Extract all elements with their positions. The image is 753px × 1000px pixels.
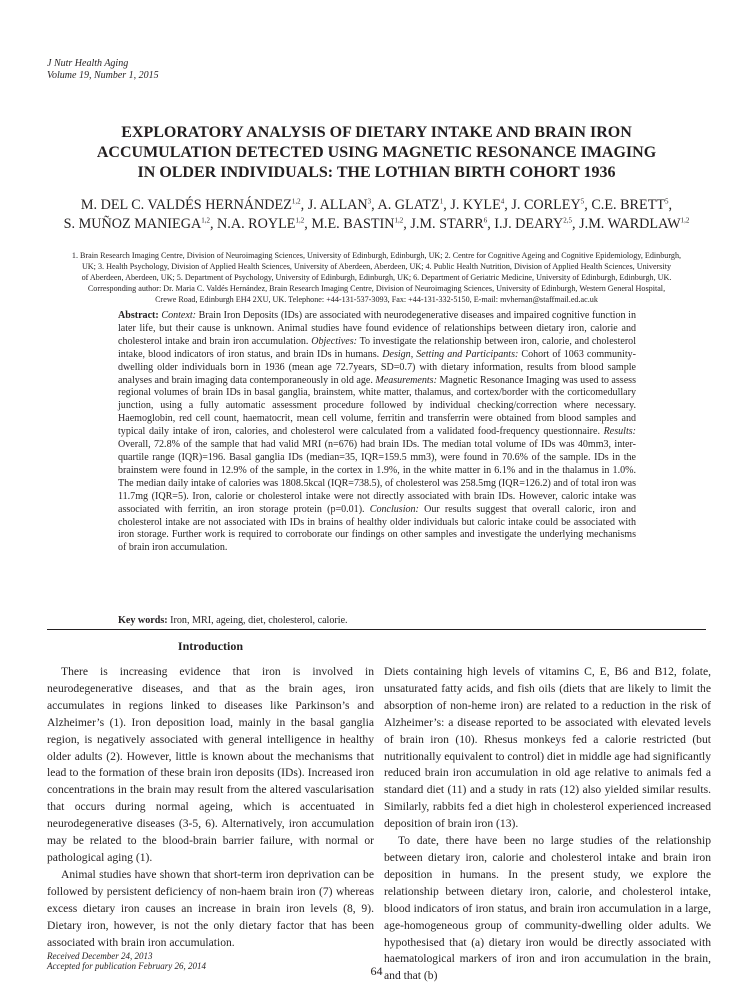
author-line-2: S. MUÑOZ MANIEGA$^{1,2}$, N.A. ROYLE$^{1,2}$, M.E. BASTIN$^{1,2}$, J.M. STARR$^6$, I.J. DEARY$^{2,5}$, J.M. WARDLAW$^{1,2}$ [63, 216, 690, 232]
affiliations [36, 250, 717, 305]
design-text: Cohort of 1063 community-dwelling older individuals born in 1936 (mean age 72.7years, SD=0.7) with dietary information, results from blood sample analyses and brain imaging data contemporaneously in old age. [118, 348, 636, 386]
keywords [118, 614, 636, 627]
journal-volume: Volume 19, Number 1, 2015 [47, 70, 159, 81]
measurements-text: Magnetic Resonance Imaging was used to assess regional volumes of brain IDs in basal ganglia, brainstem, white matter, thalamus, and cortex/border with the corticomedullary junction, using a fully automatic assessment procedure followed by individual checking/correction where necessary. Haemoglobin, red cell count, haematocrit, mean cell volume, ferritin and transferrin were obtained from blood samples and typical daily intake of iron, calories, and cholesterol were calculated from a validated food-frequency questionnaire. [118, 374, 636, 438]
affiliation-line: 1. Brain Research Imaging Centre, Division of Neuroimaging Sciences, University of Edinburgh, Edinburgh, UK; 2. Centre for Cognitive Ageing and Cognitive Epidemiology, Edinburgh, [71, 251, 682, 260]
title-line: ACCUMULATION DETECTED USING MAGNETIC RESONANCE IMAGING [96, 144, 657, 161]
paragraph: There is increasing evidence that iron is involved in neurodegenerative diseases, and that as the brain ages, iron accumulates in regions linked to diseases like Parkinson’s and Alzheimer’s (1). Iron deposition load, mainly in the basal ganglia region, is negatively associated with general intelligence in healthy older adults (2). However, little is known about the mechanisms that lead to the formation of these brain iron deposits (IDs). Increased iron concentrations in the brain may result from the altered vascularisation that occurs during normal ageing, which is accentuated in neurodegenerative diseases (3-5, 6). Alternatively, iron accumulation may be related to the blood-brain barrier failure, with normal or pathological aging (1). [47, 665, 374, 864]
body-column-right [384, 664, 711, 985]
article-title [40, 123, 713, 183]
title-line: IN OLDER INDIVIDUALS: THE LOTHIAN BIRTH COHORT 1936 [137, 164, 616, 181]
author-list [40, 196, 713, 234]
abstract-label: Abstract: [118, 310, 159, 321]
measurements-label: Measurements: [375, 374, 437, 386]
design-label: Design, Setting and Participants: [382, 348, 519, 360]
page-number: 64 [370, 964, 383, 978]
corresponding-author: Corresponding author: Dr. Maria C. Valdés Hernández, Brain Research Imaging Centre, Division of Neuroimaging Sciences, University of Edinburgh, Western General Hospital, [87, 284, 666, 294]
author: C.E. BRETT$^5$ [591, 197, 669, 213]
author: J. CORLEY$^5$ [511, 197, 585, 213]
conclusion-text: Our results suggest that overall caloric, iron and cholesterol intake are not associated with IDs in brains of healthy older individuals but caloric intake could be associated with iron storage. Further work is required to corroborate our findings on other samples and investigate the underlying mechanisms of brain iron accumulation. [118, 503, 636, 554]
objectives-label: Objectives: [311, 335, 357, 347]
author: S. MUÑOZ MANIEGA$^{1,2}$ [63, 216, 210, 232]
author: A. GLATZ$^1$ [377, 197, 444, 213]
journal-header [47, 58, 159, 82]
results-label: Results: [603, 426, 637, 438]
introduction-heading: Introduction [177, 639, 244, 653]
author: J. KYLE$^4$ [450, 197, 505, 213]
corresponding-contact: Crewe Road, Edinburgh EH4 2XU, UK. Telephone: +44-131-537-3093, Fax: +44-131-332-5150, E-mail: mvhernan@staffmail.ed.ac.uk [155, 295, 598, 305]
title-line: EXPLORATORY ANALYSIS OF DIETARY INTAKE AND BRAIN IRON [121, 124, 632, 141]
author: M.E. BASTIN$^{1,2}$ [311, 216, 404, 232]
paragraph: To date, there have been no large studies of the relationship between dietary iron, calorie and cholesterol intake and brain iron deposition in humans. In the present study, we explore the relationship between dietary iron, calorie, and cholesterol intake, blood indicators of iron status, and brain iron accumulation in a large, age-homogeneous group of community-dwelling older adults. We hypothesised that (a) dietary iron would be directly associated with haematological markers of iron and iron accumulation in the brain, and that (b) [384, 834, 711, 983]
received-date: Received December 24, 2013 [47, 951, 153, 961]
author: M. DEL C. VALDÉS HERNÁNDEZ$^{1,2}$ [80, 197, 301, 213]
context-text: Brain Iron Deposits (IDs) are associated with neurodegenerative diseases and impaired cognitive function in later life, but their cause is unknown. Animal studies have found evidence of relationships between dietary iron, calorie and cholesterol intake and brain iron accumulation. [118, 310, 636, 347]
author: I.J. DEARY$^{2,5}$ [494, 216, 573, 232]
keywords-text: Iron, MRI, ageing, diet, cholesterol, calorie. [170, 615, 348, 626]
section-divider [47, 629, 706, 630]
keywords-label: Key words: [118, 615, 168, 626]
accepted-date: Accepted for publication February 26, 2014 [47, 961, 206, 971]
author: J.M. STARR$^6$ [410, 216, 488, 232]
author: J.M. WARDLAW$^{1,2}$ [579, 216, 690, 232]
journal-name: J Nutr Health Aging [47, 58, 129, 69]
results-text: Overall, 72.8% of the sample that had valid MRI (n=676) had brain IDs. The median total volume of IDs was 40mm3, inter-quartile range (IQR)=196. Basal ganglia IDs (median=35, IQR=159.5 mm3), were found in 70.6% of the sample. IDs in the brainstem were found in 12.9% of the sample, in the cortex in 1.9%, in the white matter in 6.1% and in the thalamus in 1.0%. The median daily intake of calories was 1808.5kcal (IQR=738.5), of cholesterol was 258.5mg (IQR=126.2) and of total iron was 11.7mg (IQR=5). Iron, calorie or cholesterol intake were not directly associated with brain IDs. However, caloric intake was associated with ferritin, an iron storage protein (p=0.01). [118, 439, 636, 515]
affiliation-line: UK; 3. Health Psychology, Division of Applied Health Sciences, University of Aberdeen, Aberdeen, UK; 4. Public Health Nutrition, Division of Applied Health Sciences, University [81, 262, 672, 272]
paragraph: Diets containing high levels of vitamins C, E, B6 and B12, folate, unsaturated fatty acids, and fish oils (diets that are likely to limit the absorption of non-heme iron) are related to a reduction in the risk of Alzheimer’s: a disease reported to be associated with elevated levels of brain iron (10). Rhesus monkeys fed a calorie restricted (but nutritionally equivalent to control) diet in middle age had significantly reduced brain iron accumulation in old age relative to animals fed a standard diet (11) and a study in rats (12) also yielded similar results. Similarly, rabbits fed a diet high in cholesterol experienced increased deposition of brain iron (13). [384, 665, 711, 831]
context-label: Context: [161, 310, 196, 321]
affiliation-line: of Aberdeen, Aberdeen, UK; 5. Department of Psychology, University of Edinburgh, Edinburgh, UK; 6. Department of Geriatric Medicine, University of Edinburgh, Edinburgh, UK. [81, 273, 672, 283]
article-dates [47, 951, 206, 971]
author-line-1: M. DEL C. VALDÉS HERNÁNDEZ$^{1,2}$, J. ALLAN$^3$, A. GLATZ$^1$, J. KYLE$^4$, J. CORLEY$^5$, C.E. BRETT$^5$, [80, 197, 673, 213]
paragraph: Animal studies have shown that short-term iron deprivation can be followed by persistent deficiency of non-haem brain iron (7) whereas excess dietary iron causes an increase in brain iron levels (8, 9). Dietary iron, however, is not the only dietary factor that has been associated with brain iron accumulation. [47, 867, 374, 949]
body-column-left [47, 664, 374, 951]
objectives-text: To investigate the relationship between iron, calorie, and cholesterol intake, blood indicators of iron status, and brain IDs in humans. [118, 335, 636, 360]
author: N.A. ROYLE$^{1,2}$ [217, 216, 305, 232]
abstract [118, 310, 636, 555]
conclusion-label: Conclusion: [369, 503, 419, 515]
author: J. ALLAN$^3$ [307, 197, 372, 213]
